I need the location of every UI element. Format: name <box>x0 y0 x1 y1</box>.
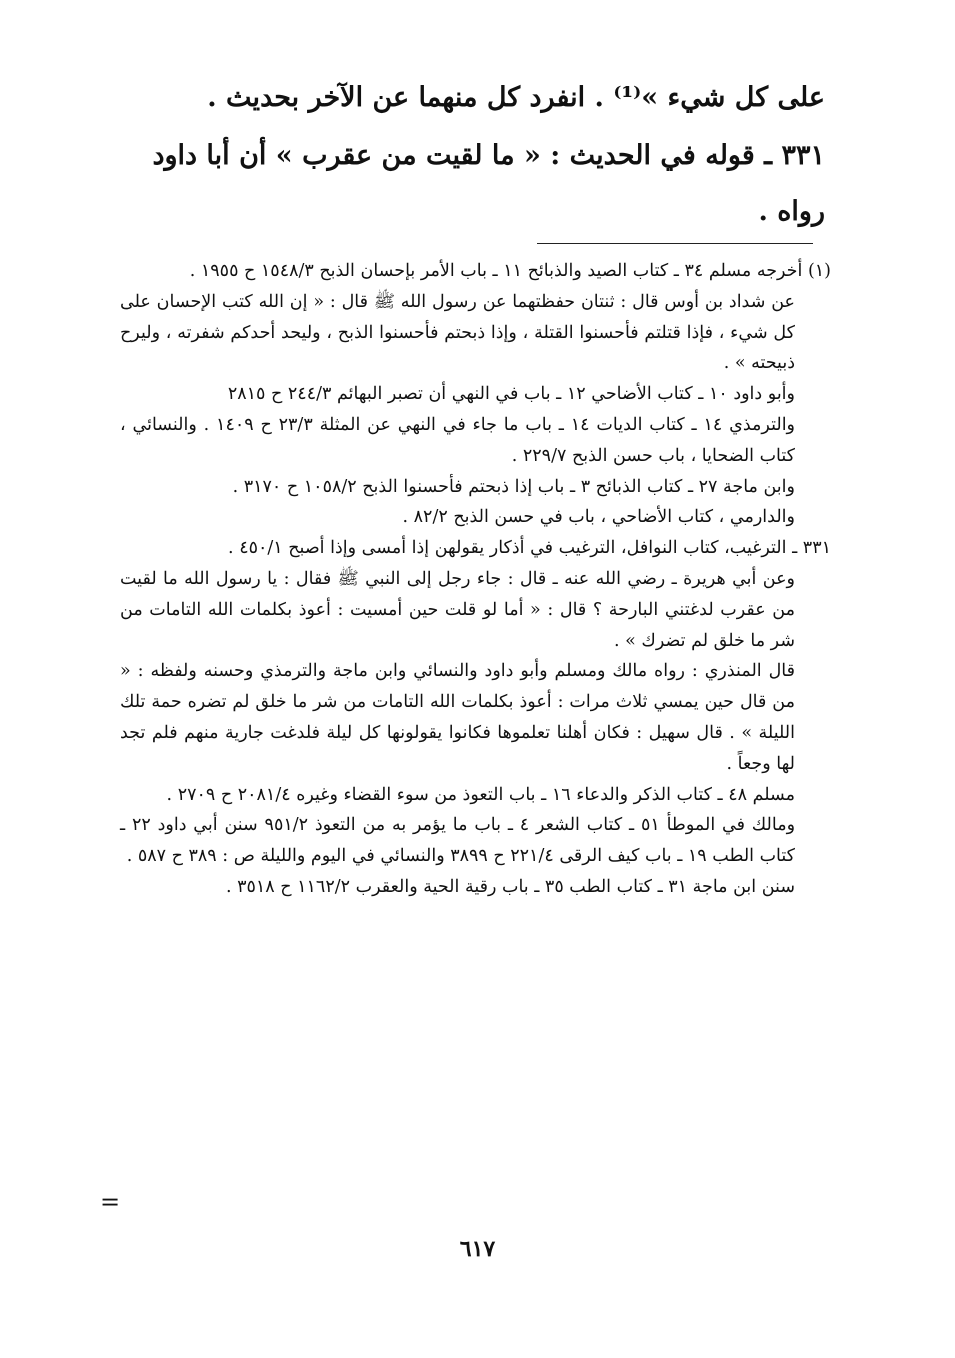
footnote-text: وابن ماجة ٢٧ ـ كتاب الذبائح ٣ ـ باب إذا ذبحتم فأحسنوا الذبح ١٠٥٨/٢ ح ٣١٧٠ . <box>232 476 795 497</box>
footnote-paragraph <box>120 379 831 410</box>
footnote-paragraph <box>120 410 831 472</box>
footnote-text: والدارمي ، كتاب الأضاحي ، باب في حسن الذبح ٨٢/٢ . <box>402 507 795 528</box>
footnote-separator <box>537 243 813 244</box>
footnote-paragraph <box>120 287 831 379</box>
footnote-paragraph <box>120 780 831 811</box>
footnote-text: الترغيب، كتاب النوافل، الترغيب في أذكار يقولهن إذا أمسى وإذا أصبح ٤٥٠/١ . <box>228 538 787 559</box>
footnote-text: والترمذي ١٤ ـ كتاب الديات ١٤ ـ باب ما جاء في النهي عن المثلة ٢٣/٣ ح ١٤٠٩ . والنسائي ، كتاب الضحايا ، باب حسن الذبح ٢٢٩/٧ . <box>120 414 796 466</box>
footnote-paragraph <box>120 472 831 503</box>
footnote-paragraph <box>120 810 831 872</box>
footnote-text: قال المنذري : رواه مالك ومسلم وأبو داود والنسائي وابن ماجة والترمذي وحسنه ولفظه : « من قال حين يمسي ثلاث مرات : أعوذ بكلمات الله التامات من شر ما خلق لم تضره حمة تلك الليلة » . قال سهيل : فكان أهلنا تعلموها فكانوا يقولونها كل ليلة فلدغت جارية منهم فلم تجد لها وجعاً . <box>120 661 795 774</box>
footnote-number: (١) <box>807 261 831 281</box>
footnote-text: وعن أبي هريرة ـ رضي الله عنه ـ قال : جاء رجل إلى النبي ﷺ فقال : يا رسول الله ما لقيت من عقرب لدغتني البارحة ؟ قال : « أما لو قلت حين أمسيت : أعوذ بكلمات الله التامات من شر ما خلق لم تضرك » . <box>120 568 795 651</box>
footnote-text: وأبو داود ١٠ ـ كتاب الأضاحي ١٢ ـ باب في النهي أن تصبر البهائم ٢٤٤/٣ ح ٢٨١٥ <box>227 384 795 405</box>
footnote-text: مسلم ٤٨ ـ كتاب الذكر والدعاء ١٦ ـ باب التعوذ من سوء القضاء وغيره ٢٠٨١/٤ ح ٢٧٠٩ . <box>166 784 795 805</box>
footnote-number: ٣٣١ ـ <box>792 538 831 559</box>
footnote-text: أخرجه مسلم ٣٤ ـ كتاب الصيد والذبائح ١١ ـ باب الأمر بإحسان الذبح ١٥٤٨/٣ ح ١٩٥٥ . <box>189 261 803 281</box>
footnote-text: عن شداد بن أوس قال : ثنتان حفظتهما عن رسول الله ﷺ قال : « إن الله كتب الإحسان على كل شيء ، فإذا قتلتم فأحسنوا القتلة ، وإذا ذبحتم فأحسنوا الذبح ، وليحد أحدكم شفرته ، وليرح ذبيحته » . <box>120 291 795 374</box>
footnote-paragraph <box>120 564 831 656</box>
footnote-text: ومالك في الموطأ ٥١ ـ كتاب الشعر ٤ ـ باب ما يؤمر به من التعوذ ٩٥١/٢ سنن أبي داود ٢٢ ـ كتاب الطب ١٩ ـ باب كيف الرقى ٢٢١/٤ ح ٣٨٩٩ والنسائي في اليوم والليلة ص : ٣٨٩ ح ٥٨٧ . <box>120 815 796 867</box>
footnote-text: سنن ابن ماجة ٣١ ـ كتاب الطب ٣٥ ـ باب رقية الحية والعقرب ١١٦٢/٢ ح ٣٥١٨ . <box>225 876 795 897</box>
page-number: ٦١٧ <box>459 1236 496 1262</box>
main-text-line-1: على كل شيء »⁽¹⁾ . انفرد كل منهما عن الآخر بحديث . <box>207 82 825 113</box>
footnote-1 <box>120 256 831 287</box>
footnote-331 <box>120 533 831 564</box>
footnote-paragraph <box>120 656 831 779</box>
main-text-line-3: رواه . <box>758 196 825 227</box>
footnotes-block <box>120 256 831 903</box>
footnote-paragraph <box>120 502 831 533</box>
continuation-mark: = <box>100 1188 121 1216</box>
footnote-paragraph <box>120 872 831 903</box>
main-text-line-2: ٣٣١ ـ قوله في الحديث : « ما لقيت من عقرب » أن أبا داود <box>152 140 825 171</box>
